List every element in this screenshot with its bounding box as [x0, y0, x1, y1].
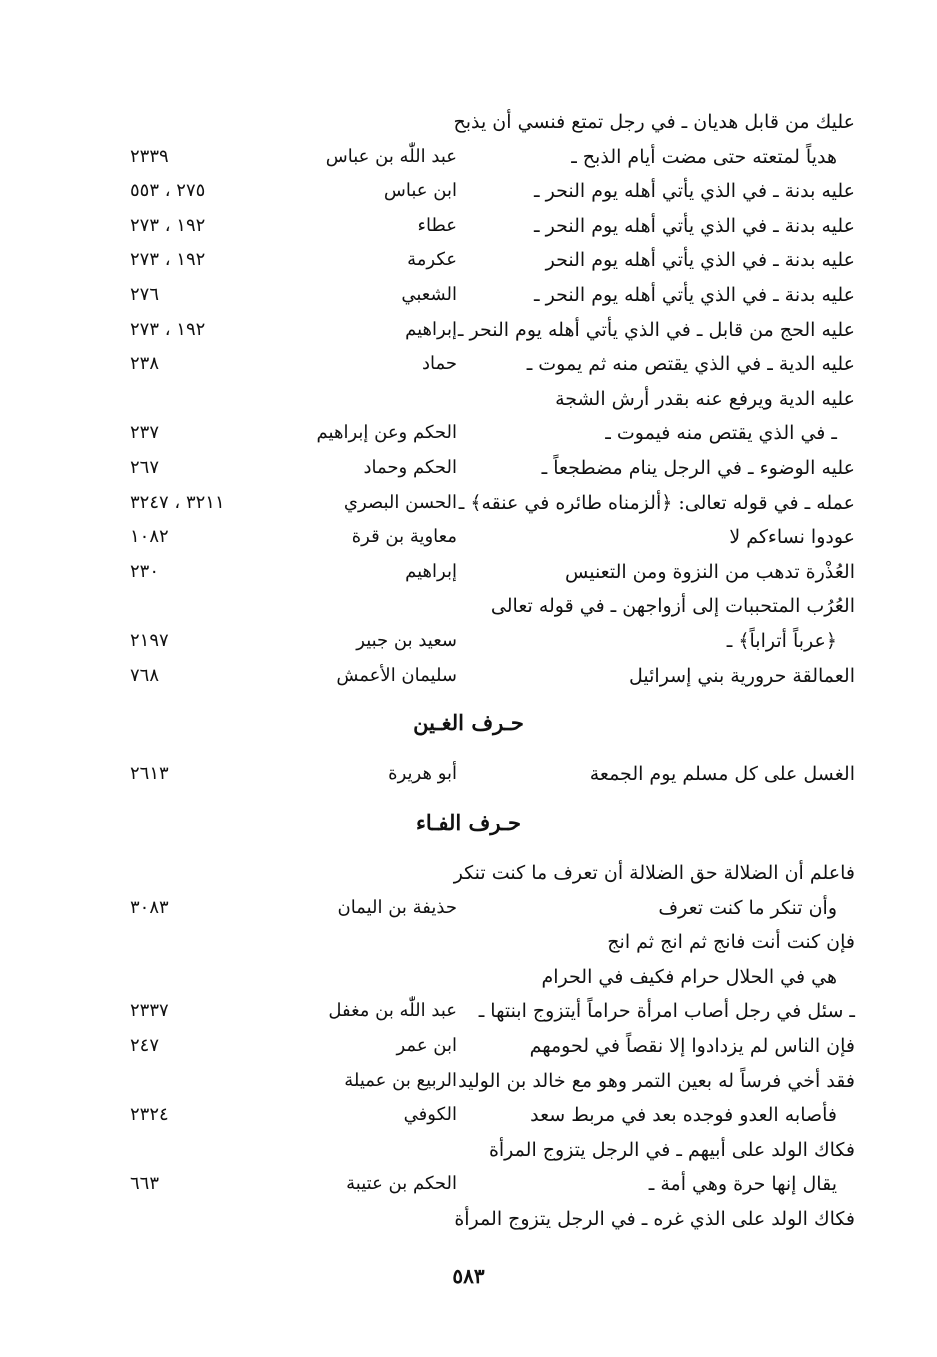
entry-narrator: الحكم وحماد	[363, 457, 457, 478]
entry-page-refs: ٢٣٢٤	[130, 1104, 169, 1126]
entry-text: فأصابه العدو فوجده بعد في مربط سعد	[530, 1104, 837, 1127]
entry-page-refs	[130, 856, 275, 890]
index-entry	[0, 347, 937, 381]
entry-narrator: عبد اللّٰه بن مغفل	[328, 1000, 457, 1022]
entry-text: عودوا نساءكم لا	[729, 526, 855, 549]
entry-text: عليه بدنة ـ في الذي يأتي أهله يوم النحر ـ	[534, 214, 855, 237]
index-entry	[0, 1029, 937, 1063]
entry-narrator: إبراهيم	[405, 318, 457, 340]
index-entry	[0, 140, 937, 174]
entry-narrator: الشعبي	[401, 284, 457, 305]
entry-page-refs: ٢٦١٣	[130, 763, 169, 784]
entry-narrator: سعيد بن جبير	[356, 630, 457, 651]
entry-page-refs: ٧٦٨	[130, 664, 160, 686]
index-entry	[0, 891, 937, 925]
entry-narrator: أبو هريرة	[388, 763, 457, 784]
entry-text: العُذْرة تدهب من النزوة ومن التعنيس	[564, 560, 855, 583]
entry-narrator	[247, 1133, 457, 1167]
entry-narrator: ابن عباس	[383, 180, 457, 202]
entry-page-refs	[130, 382, 275, 416]
index-entry	[0, 1064, 937, 1098]
entry-text: ﴿عرباً أتراباً﴾ ـ	[726, 630, 837, 652]
entry-text: هي في الحلال حرام فكيف في الحرام	[541, 965, 837, 988]
entry-text: فقد أخي فرساً له بعين التمر وهو مع خالد بن الوليد	[458, 1069, 855, 1092]
entry-narrator: الكوفي	[403, 1104, 457, 1126]
index-entry	[0, 1098, 937, 1132]
entry-text: عليه الدية ـ في الذي يقتص منه ثم يموت ـ	[526, 353, 855, 376]
entry-text: فكاك الولد على أبيهم ـ في الرجل يتزوج المرأة	[488, 1138, 855, 1161]
index-entry	[0, 925, 937, 959]
entry-narrator: حماد	[421, 353, 457, 375]
index-entry	[0, 416, 937, 450]
entry-page-refs: ٢٤٧	[130, 1035, 160, 1056]
index-entry	[0, 382, 937, 416]
index-entry	[0, 105, 937, 139]
entry-page-refs: ٢١٩٧	[130, 630, 169, 651]
index-entry	[0, 243, 937, 277]
entry-narrator	[247, 925, 457, 959]
entry-page-refs	[130, 1133, 275, 1167]
entry-text: الغسل على كل مسلم يوم الجمعة	[589, 763, 855, 785]
entry-page-refs: ١٩٢ ، ٢٧٣	[130, 214, 206, 236]
entry-page-refs: ٣٢١١ ، ٣٢٤٧	[130, 491, 225, 513]
entry-narrator: عطاء	[417, 214, 457, 236]
entry-text: العُرُب المتحببات إلى أزواجهن ـ في قوله تعالى	[490, 595, 855, 618]
entry-page-refs	[130, 105, 275, 139]
entry-page-refs	[130, 589, 275, 623]
entry-narrator: سليمان الأعمش	[336, 664, 457, 686]
entry-text: عليه بدنة ـ في الذي يأتي أهله يوم النحر ـ	[534, 284, 855, 306]
index-entry	[0, 659, 937, 693]
entry-narrator	[247, 1202, 457, 1236]
entry-narrator: ابن عمر	[396, 1035, 457, 1056]
entry-narrator: الحسن البصري	[343, 491, 457, 513]
index-entry	[0, 994, 937, 1028]
index-entry	[0, 278, 937, 312]
entry-text: ـ في الذي يقتص منه فيموت ـ	[605, 422, 837, 445]
entry-text: فاعلم أن الضلالة حق الضلالة أن تعرف ما كنت تنكر	[453, 862, 855, 884]
index-entry	[0, 960, 937, 994]
entry-text: يقال إنها حرة وهي أمة ـ	[648, 1173, 837, 1196]
index-entry	[0, 313, 937, 347]
entry-page-refs: ٢٣٧	[130, 422, 160, 444]
entry-text: عليه بدنة ـ في الذي يأتي أهله يوم النحر ـ	[534, 180, 855, 203]
section-heading-fa: حـرف الفـاء	[415, 810, 522, 835]
entry-page-refs: ٢٣٨	[130, 353, 160, 375]
index-entry	[0, 486, 937, 520]
entry-narrator: معاوية بن قرة	[351, 526, 457, 548]
entry-narrator	[247, 856, 457, 890]
entry-page-refs: ٢٧٥ ، ٥٥٣	[130, 180, 206, 202]
entry-page-refs	[130, 925, 275, 959]
entry-text: عليه الوضوء ـ في الرجل ينام مضطجعاً ـ	[541, 457, 855, 479]
entry-text: عليه الدية ويرفع عنه بقدر أرش الشجة	[555, 387, 855, 410]
entry-text: فإن كنت أنت فانج ثم انج ثم انج	[607, 931, 855, 954]
entry-text: فكاك الولد على الذي غره ـ في الرجل يتزوج المرأة	[454, 1208, 855, 1230]
index-entry	[0, 757, 937, 791]
entry-narrator: الحكم وعن إبراهيم	[316, 422, 457, 444]
index-entry	[0, 1133, 937, 1167]
entry-page-refs: ١٩٢ ، ٢٧٣	[130, 249, 206, 271]
index-entry	[0, 624, 937, 658]
entry-text: العمالقة حرورية بني إسرائيل	[629, 664, 855, 687]
entry-page-refs: ١٠٨٢	[130, 526, 169, 548]
index-entry	[0, 209, 937, 243]
index-entry	[0, 1202, 937, 1236]
entry-narrator	[247, 382, 457, 416]
entry-narrator: الحكم بن عتيبة	[346, 1173, 457, 1195]
entry-page-refs: ٣٠٨٣	[130, 896, 169, 918]
entry-page-refs: ٦٦٣	[130, 1173, 160, 1195]
entry-text: عليك من قابل هديان ـ في رجل تمتع فنسي أن يذبح	[453, 111, 855, 133]
entry-narrator: حذيفة بن اليمان	[337, 896, 457, 918]
entry-page-refs: ٢٧٦	[130, 284, 160, 305]
index-entry	[0, 520, 937, 554]
index-entry	[0, 856, 937, 890]
entry-text: ـ سئل في رجل أصاب امرأة حراماً أيتزوج ابنتها ـ	[478, 1000, 855, 1023]
entry-page-refs	[130, 1202, 275, 1236]
entry-text: عمله ـ في قوله تعالى: ﴿ألزمناه طائره في عنقه﴾ ـ	[458, 491, 855, 514]
entry-page-refs	[130, 960, 275, 994]
entry-text: عليه بدنة ـ في الذي يأتي أهله يوم النحر	[545, 249, 855, 272]
entry-narrator: عبد اللّٰه بن عباس	[325, 145, 457, 167]
index-entry	[0, 1167, 937, 1201]
entry-text: هدياً لمتعته حتى مضت أيام الذبح ـ	[571, 145, 837, 168]
entry-narrator: عكرمة	[407, 249, 457, 271]
entry-page-refs: ٢٣٣٩	[130, 145, 169, 167]
entry-narrator: إبراهيم	[405, 560, 457, 582]
entry-narrator: الربيع بن عميلة	[344, 1069, 457, 1091]
entry-page-refs: ١٩٢ ، ٢٧٣	[130, 318, 206, 340]
index-entry	[0, 555, 937, 589]
section-heading-ghain: حـرف الغـين	[413, 710, 524, 735]
index-entry	[0, 451, 937, 485]
entry-narrator	[247, 105, 457, 139]
entry-text: عليه الحج من قابل ـ في الذي يأتي أهله يوم النحر ـ	[457, 318, 855, 341]
entry-page-refs: ٢٣٣٧	[130, 1000, 169, 1022]
index-entry	[0, 174, 937, 208]
entry-text: وأن تنكر ما كنت تعرف	[658, 896, 837, 919]
entry-narrator	[247, 589, 457, 623]
page-number: ٥٨٣	[452, 1264, 485, 1288]
index-entry	[0, 589, 937, 623]
entry-text: فإن الناس لم يزدادوا إلا نقصاً في لحومهم	[529, 1035, 855, 1057]
entry-page-refs: ٢٣٠	[130, 560, 160, 582]
entry-page-refs	[130, 1064, 275, 1098]
entry-page-refs: ٢٦٧	[130, 457, 160, 478]
entry-narrator	[247, 960, 457, 994]
